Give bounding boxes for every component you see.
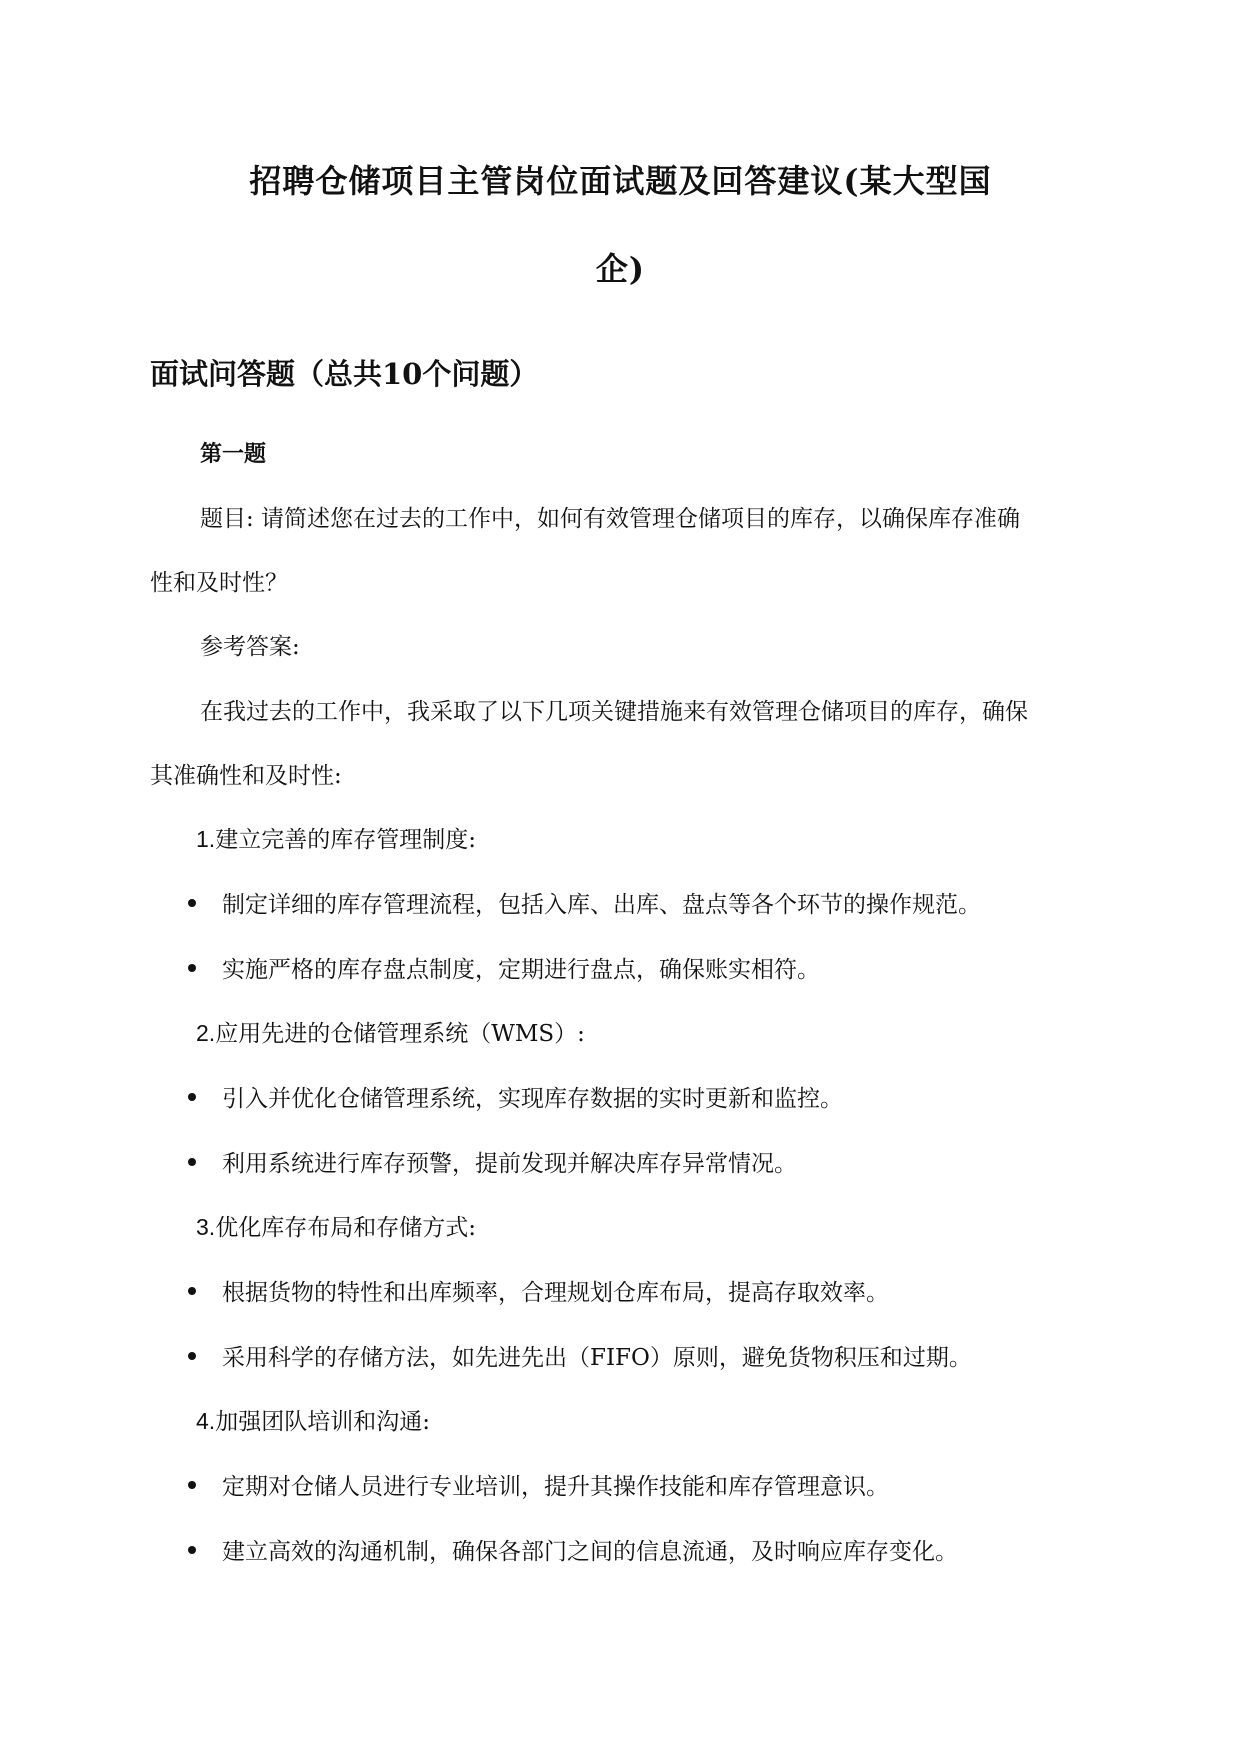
numbered-item-heading	[196, 1403, 430, 1436]
item-heading-text: 加强团队培训和沟通:	[215, 1409, 430, 1435]
bullet-icon	[188, 1546, 196, 1554]
numbered-item-heading	[196, 821, 476, 854]
bullet-icon	[188, 1093, 196, 1101]
question-text-line-2: 性和及时性？	[150, 570, 288, 596]
item-heading-text: 优化库存布局和存储方式:	[215, 1215, 476, 1241]
bullet-text: 实施严格的库存盘点制度，定期进行盘点，确保账实相符。	[222, 957, 820, 983]
item-heading-text: 应用先进的仓储管理系统（WMS）:	[215, 1021, 585, 1047]
bullet-text: 定期对仓储人员进行专业培训，提升其操作技能和库存管理意识。	[222, 1474, 889, 1500]
bullet-icon	[188, 1481, 196, 1489]
document-title-line-1: 招聘仓储项目主管岗位面试题及回答建议(某大型国	[249, 162, 992, 200]
section-heading: 面试问答题（总共10个问题）	[150, 357, 539, 391]
bullet-icon	[188, 1352, 196, 1360]
answer-intro-line-2: 其准确性和及时性:	[150, 763, 342, 789]
bullet-text: 引入并优化仓储管理系统，实现库存数据的实时更新和监控。	[222, 1086, 843, 1112]
bullet-list-item	[188, 1468, 889, 1501]
bullet-text: 制定详细的库存管理流程，包括入库、出库、盘点等各个环节的操作规范。	[222, 892, 981, 918]
item-number: 4.	[196, 1408, 216, 1434]
bullet-text: 根据货物的特性和出库频率，合理规划仓库布局，提高存取效率。	[222, 1280, 889, 1306]
bullet-icon	[188, 1287, 196, 1295]
item-number: 2.	[196, 1020, 216, 1046]
numbered-item-heading	[196, 1015, 585, 1048]
bullet-list-item	[188, 886, 981, 919]
bullet-text: 建立高效的沟通机制，确保各部门之间的信息流通，及时响应库存变化。	[222, 1539, 958, 1565]
bullet-icon	[188, 1158, 196, 1166]
item-number: 3.	[196, 1214, 216, 1240]
item-number: 1.	[196, 826, 216, 852]
question-label: 第一题	[200, 441, 267, 467]
bullet-list-item	[188, 1080, 843, 1113]
answer-intro-line-1: 在我过去的工作中，我采取了以下几项关键措施来有效管理仓储项目的库存，确保	[200, 699, 1028, 725]
question-text-line-1: 题目: 请简述您在过去的工作中，如何有效管理仓储项目的库存，以确保库存准确	[200, 506, 1021, 532]
bullet-list-item	[188, 1533, 958, 1566]
bullet-icon	[188, 964, 196, 972]
bullet-list-item	[188, 1274, 889, 1307]
answer-label: 参考答案:	[200, 634, 300, 660]
bullet-text: 采用科学的存储方法，如先进先出（FIFO）原则，避免货物积压和过期。	[222, 1345, 972, 1371]
numbered-item-heading	[196, 1209, 476, 1242]
bullet-list-item	[188, 951, 820, 984]
document-title-line-2: 企)	[595, 250, 646, 288]
bullet-list-item	[188, 1145, 797, 1178]
item-heading-text: 建立完善的库存管理制度:	[215, 827, 476, 853]
bullet-icon	[188, 899, 196, 907]
bullet-list-item	[188, 1339, 972, 1372]
bullet-text: 利用系统进行库存预警，提前发现并解决库存异常情况。	[222, 1151, 797, 1177]
